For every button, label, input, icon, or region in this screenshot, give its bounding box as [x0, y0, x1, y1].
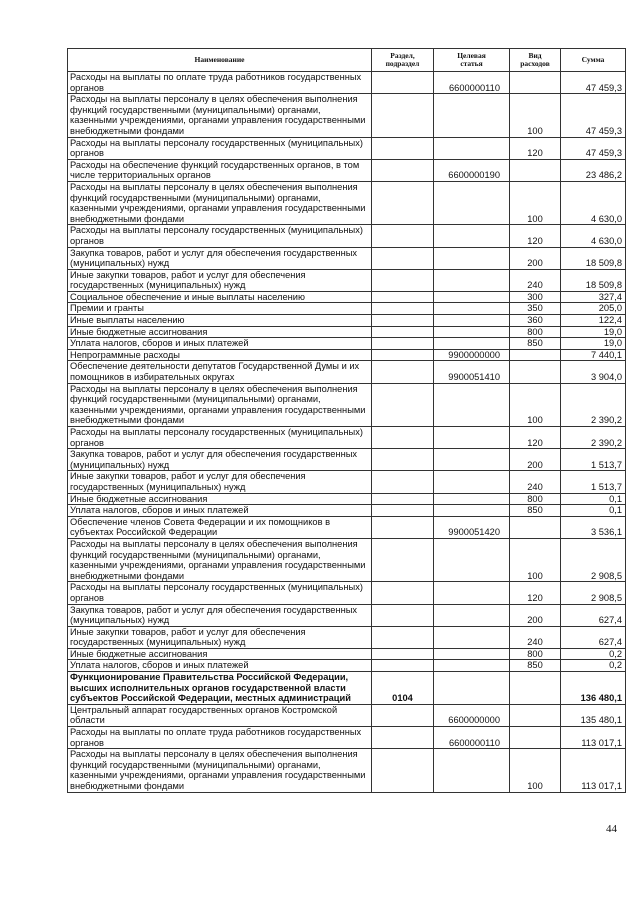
cell-section	[372, 471, 434, 493]
cell-article	[434, 471, 510, 493]
cell-name: Расходы на выплаты по оплате труда работников государственных органов	[68, 72, 372, 94]
table-header-row	[68, 49, 626, 72]
table-row	[68, 349, 626, 361]
cell-sum: 18 509,8	[561, 269, 626, 291]
cell-sum: 4 630,0	[561, 225, 626, 247]
cell-name: Уплата налогов, сборов и иных платежей	[68, 505, 372, 517]
cell-section	[372, 749, 434, 792]
table-row	[68, 516, 626, 538]
cell-section	[372, 604, 434, 626]
cell-expense-type: 100	[510, 749, 561, 792]
cell-expense-type: 850	[510, 338, 561, 350]
table-row	[68, 315, 626, 327]
table-row	[68, 538, 626, 581]
cell-sum: 47 459,3	[561, 137, 626, 159]
cell-name: Расходы на выплаты персоналу государственных (муниципальных) органов	[68, 225, 372, 247]
table-row	[68, 303, 626, 315]
table-row	[68, 338, 626, 350]
cell-sum: 2 908,5	[561, 582, 626, 604]
cell-name: Иные выплаты населению	[68, 315, 372, 327]
cell-section	[372, 361, 434, 383]
table-row	[68, 672, 626, 705]
table-row	[68, 159, 626, 181]
table-row	[68, 247, 626, 269]
cell-sum: 1 513,7	[561, 449, 626, 471]
cell-name: Расходы на выплаты персоналу в целях обеспечения выполнения функций государственными (муниципальными) органами, казенными учреждениями, органами управления государственными внебюджетными фондами	[68, 383, 372, 426]
table-row	[68, 727, 626, 749]
table-row	[68, 648, 626, 660]
budget-table	[67, 48, 626, 793]
cell-section	[372, 326, 434, 338]
cell-section	[372, 449, 434, 471]
cell-article	[434, 94, 510, 137]
cell-sum: 3 536,1	[561, 516, 626, 538]
cell-name: Закупка товаров, работ и услуг для обеспечения государственных (муниципальных) нужд	[68, 247, 372, 269]
header-name: Наименование	[68, 49, 372, 72]
cell-article	[434, 648, 510, 660]
cell-sum: 0,1	[561, 505, 626, 517]
cell-expense-type: 360	[510, 315, 561, 327]
cell-expense-type: 200	[510, 247, 561, 269]
cell-expense-type: 240	[510, 269, 561, 291]
cell-name: Расходы на обеспечение функций государственных органов, в том числе территориальных органов	[68, 159, 372, 181]
cell-name: Премии и гранты	[68, 303, 372, 315]
cell-expense-type: 100	[510, 538, 561, 581]
cell-section	[372, 349, 434, 361]
cell-name: Обеспечение членов Совета Федерации и их помощников в субъектах Российской Федерации	[68, 516, 372, 538]
cell-section	[372, 648, 434, 660]
table-row	[68, 626, 626, 648]
cell-article	[434, 427, 510, 449]
cell-article	[434, 538, 510, 581]
header-sum: Сумма	[561, 49, 626, 72]
cell-expense-type: 120	[510, 225, 561, 247]
header-article: Целевая статья	[434, 49, 510, 72]
cell-name: Расходы на выплаты по оплате труда работников государственных органов	[68, 727, 372, 749]
table-row	[68, 493, 626, 505]
cell-sum: 2 908,5	[561, 538, 626, 581]
cell-sum: 7 440,1	[561, 349, 626, 361]
cell-article: 9900051420	[434, 516, 510, 538]
cell-section	[372, 626, 434, 648]
cell-sum: 4 630,0	[561, 181, 626, 224]
table-row	[68, 225, 626, 247]
cell-article: 6600000190	[434, 159, 510, 181]
cell-name: Функционирование Правительства Российской Федерации, высших исполнительных органов государственной власти субъектов Российской Федерации, местных администраций	[68, 672, 372, 705]
cell-name: Социальное обеспечение и иные выплаты населению	[68, 291, 372, 303]
cell-sum: 135 480,1	[561, 704, 626, 726]
cell-expense-type: 240	[510, 626, 561, 648]
table-row	[68, 72, 626, 94]
cell-article: 9900051410	[434, 361, 510, 383]
cell-article	[434, 181, 510, 224]
cell-section	[372, 159, 434, 181]
header-section: Раздел, подраздел	[372, 49, 434, 72]
cell-sum: 47 459,3	[561, 94, 626, 137]
cell-sum: 327,4	[561, 291, 626, 303]
cell-section	[372, 181, 434, 224]
cell-expense-type: 350	[510, 303, 561, 315]
cell-name: Непрограммные расходы	[68, 349, 372, 361]
table-row	[68, 749, 626, 792]
cell-expense-type: 100	[510, 181, 561, 224]
cell-article	[434, 326, 510, 338]
table-body	[68, 72, 626, 793]
cell-expense-type	[510, 516, 561, 538]
cell-sum: 627,4	[561, 604, 626, 626]
cell-name: Расходы на выплаты персоналу в целях обеспечения выполнения функций государственными (муниципальными) органами, казенными учреждениями, органами управления государственными внебюджетными фондами	[68, 181, 372, 224]
cell-expense-type	[510, 727, 561, 749]
cell-section	[372, 582, 434, 604]
cell-expense-type: 800	[510, 326, 561, 338]
table-row	[68, 471, 626, 493]
cell-name: Иные закупки товаров, работ и услуг для обеспечения государственных (муниципальных) нужд	[68, 269, 372, 291]
cell-section	[372, 225, 434, 247]
cell-name: Расходы на выплаты персоналу в целях обеспечения выполнения функций государственными (муниципальными) органами, казенными учреждениями, органами управления государственными внебюджетными фондами	[68, 538, 372, 581]
cell-section	[372, 383, 434, 426]
cell-expense-type: 300	[510, 291, 561, 303]
cell-name: Закупка товаров, работ и услуг для обеспечения государственных (муниципальных) нужд	[68, 449, 372, 471]
cell-article	[434, 493, 510, 505]
cell-section	[372, 505, 434, 517]
cell-name: Иные бюджетные ассигнования	[68, 648, 372, 660]
cell-article: 9900000000	[434, 349, 510, 361]
table-row	[68, 361, 626, 383]
cell-expense-type: 850	[510, 660, 561, 672]
cell-name: Расходы на выплаты персоналу государственных (муниципальных) органов	[68, 427, 372, 449]
cell-expense-type: 240	[510, 471, 561, 493]
cell-expense-type: 100	[510, 94, 561, 137]
cell-name: Иные закупки товаров, работ и услуг для обеспечения государственных (муниципальных) нужд	[68, 471, 372, 493]
cell-expense-type	[510, 72, 561, 94]
cell-sum: 113 017,1	[561, 749, 626, 792]
cell-sum: 122,4	[561, 315, 626, 327]
cell-sum: 205,0	[561, 303, 626, 315]
cell-name: Обеспечение деятельности депутатов Государственной Думы и их помощников в избирательных округах	[68, 361, 372, 383]
cell-sum: 2 390,2	[561, 427, 626, 449]
cell-article	[434, 626, 510, 648]
cell-sum: 0,2	[561, 660, 626, 672]
cell-article	[434, 604, 510, 626]
cell-name: Иные бюджетные ассигнования	[68, 493, 372, 505]
table-row	[68, 181, 626, 224]
cell-section	[372, 303, 434, 315]
cell-expense-type: 120	[510, 137, 561, 159]
cell-name: Иные бюджетные ассигнования	[68, 326, 372, 338]
cell-sum: 23 486,2	[561, 159, 626, 181]
cell-section	[372, 338, 434, 350]
table-row	[68, 505, 626, 517]
cell-section: 0104	[372, 672, 434, 705]
cell-sum: 3 904,0	[561, 361, 626, 383]
cell-expense-type: 800	[510, 493, 561, 505]
cell-name: Расходы на выплаты персоналу государственных (муниципальных) органов	[68, 137, 372, 159]
cell-article: 6600000110	[434, 72, 510, 94]
cell-article	[434, 315, 510, 327]
cell-article	[434, 247, 510, 269]
table-row	[68, 326, 626, 338]
table-row	[68, 449, 626, 471]
cell-article	[434, 303, 510, 315]
cell-article	[434, 137, 510, 159]
cell-expense-type: 100	[510, 383, 561, 426]
cell-section	[372, 291, 434, 303]
cell-sum: 19,0	[561, 326, 626, 338]
cell-name: Расходы на выплаты персоналу государственных (муниципальных) органов	[68, 582, 372, 604]
cell-section	[372, 538, 434, 581]
cell-section	[372, 704, 434, 726]
page-number: 44	[606, 823, 617, 835]
cell-section	[372, 72, 434, 94]
cell-sum: 47 459,3	[561, 72, 626, 94]
cell-sum: 627,4	[561, 626, 626, 648]
cell-sum: 2 390,2	[561, 383, 626, 426]
cell-sum: 113 017,1	[561, 727, 626, 749]
cell-section	[372, 727, 434, 749]
cell-name: Расходы на выплаты персоналу в целях обеспечения выполнения функций государственными (муниципальными) органами, казенными учреждениями, органами управления государственными внебюджетными фондами	[68, 749, 372, 792]
cell-sum: 0,1	[561, 493, 626, 505]
cell-expense-type: 120	[510, 427, 561, 449]
cell-expense-type	[510, 159, 561, 181]
cell-name: Иные закупки товаров, работ и услуг для обеспечения государственных (муниципальных) нужд	[68, 626, 372, 648]
cell-sum: 18 509,8	[561, 247, 626, 269]
cell-expense-type	[510, 672, 561, 705]
cell-article	[434, 225, 510, 247]
cell-sum: 136 480,1	[561, 672, 626, 705]
cell-article: 6600000000	[434, 704, 510, 726]
cell-expense-type	[510, 361, 561, 383]
cell-section	[372, 427, 434, 449]
cell-expense-type: 200	[510, 604, 561, 626]
cell-sum: 19,0	[561, 338, 626, 350]
cell-article: 6600000110	[434, 727, 510, 749]
cell-article	[434, 505, 510, 517]
cell-sum: 1 513,7	[561, 471, 626, 493]
cell-expense-type: 800	[510, 648, 561, 660]
cell-article	[434, 338, 510, 350]
table-row	[68, 269, 626, 291]
cell-sum: 0,2	[561, 648, 626, 660]
cell-name: Расходы на выплаты персоналу в целях обеспечения выполнения функций государственными (муниципальными) органами, казенными учреждениями, органами управления государственными внебюджетными фондами	[68, 94, 372, 137]
cell-section	[372, 493, 434, 505]
header-expense-type: Вид расходов	[510, 49, 561, 72]
cell-section	[372, 315, 434, 327]
cell-section	[372, 516, 434, 538]
cell-section	[372, 660, 434, 672]
cell-name: Закупка товаров, работ и услуг для обеспечения государственных (муниципальных) нужд	[68, 604, 372, 626]
table-row	[68, 94, 626, 137]
cell-article	[434, 582, 510, 604]
cell-article	[434, 749, 510, 792]
cell-expense-type: 200	[510, 449, 561, 471]
cell-name: Центральный аппарат государственных органов Костромской области	[68, 704, 372, 726]
cell-expense-type	[510, 349, 561, 361]
table-row	[68, 137, 626, 159]
cell-article	[434, 383, 510, 426]
cell-article	[434, 269, 510, 291]
cell-section	[372, 269, 434, 291]
table-row	[68, 291, 626, 303]
cell-article	[434, 291, 510, 303]
cell-section	[372, 94, 434, 137]
table-row	[68, 427, 626, 449]
cell-section	[372, 247, 434, 269]
cell-article	[434, 672, 510, 705]
table-row	[68, 582, 626, 604]
cell-article	[434, 660, 510, 672]
table-row	[68, 704, 626, 726]
table-row	[68, 604, 626, 626]
cell-name: Уплата налогов, сборов и иных платежей	[68, 660, 372, 672]
cell-expense-type: 120	[510, 582, 561, 604]
table-row	[68, 660, 626, 672]
cell-section	[372, 137, 434, 159]
cell-expense-type: 850	[510, 505, 561, 517]
cell-expense-type	[510, 704, 561, 726]
cell-article	[434, 449, 510, 471]
cell-name: Уплата налогов, сборов и иных платежей	[68, 338, 372, 350]
table-row	[68, 383, 626, 426]
